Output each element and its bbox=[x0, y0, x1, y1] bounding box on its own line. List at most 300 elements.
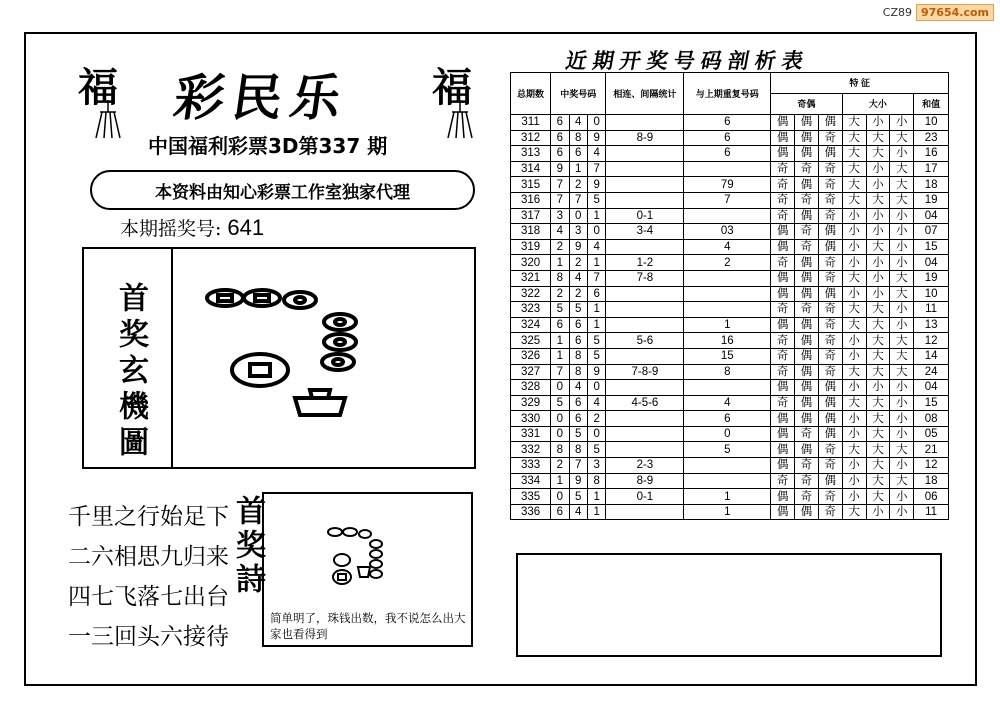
size-cell: 大 bbox=[866, 130, 890, 146]
size-cell: 大 bbox=[866, 192, 890, 208]
oddeven-cell: 偶 bbox=[794, 411, 818, 427]
oddeven-cell: 偶 bbox=[794, 146, 818, 162]
size-cell: 大 bbox=[866, 333, 890, 349]
repeat-cell: 1 bbox=[684, 504, 771, 520]
size-cell: 小 bbox=[890, 239, 914, 255]
size-cell: 小 bbox=[842, 286, 866, 302]
size-cell: 小 bbox=[890, 458, 914, 474]
adjacent-cell bbox=[606, 411, 684, 427]
repeat-cell: 2 bbox=[684, 255, 771, 271]
size-cell: 小 bbox=[890, 224, 914, 240]
fu-left: 福 bbox=[78, 64, 118, 111]
size-cell: 大 bbox=[866, 426, 890, 442]
size-cell: 大 bbox=[842, 161, 866, 177]
poem-line: 四七飞落七出台 bbox=[68, 583, 229, 609]
digit-cell: 1 bbox=[587, 302, 605, 318]
size-cell: 大 bbox=[866, 239, 890, 255]
adjacent-cell: 1-2 bbox=[606, 255, 684, 271]
history-table-body bbox=[511, 115, 949, 520]
adjacent-cell bbox=[606, 380, 684, 396]
digit-cell: 3 bbox=[551, 208, 569, 224]
size-cell: 小 bbox=[890, 489, 914, 505]
oddeven-cell: 奇 bbox=[794, 426, 818, 442]
size-cell: 大 bbox=[866, 364, 890, 380]
watermark-site[interactable]: 97654.com bbox=[916, 4, 994, 21]
small-coin-illustration bbox=[320, 522, 390, 602]
table-row bbox=[511, 239, 949, 255]
size-cell: 大 bbox=[866, 458, 890, 474]
digit-cell: 6 bbox=[551, 115, 569, 131]
repeat-cell bbox=[684, 458, 771, 474]
table-row bbox=[511, 130, 949, 146]
size-cell: 大 bbox=[890, 192, 914, 208]
table-row bbox=[511, 426, 949, 442]
oddeven-cell: 偶 bbox=[771, 130, 795, 146]
size-cell: 大 bbox=[842, 302, 866, 318]
digit-cell: 6 bbox=[569, 411, 587, 427]
oddeven-cell: 奇 bbox=[818, 255, 842, 271]
adjacent-cell bbox=[606, 286, 684, 302]
repeat-cell: 0 bbox=[684, 426, 771, 442]
issue-cell: 311 bbox=[511, 115, 551, 131]
oddeven-cell: 偶 bbox=[771, 442, 795, 458]
size-cell: 小 bbox=[890, 115, 914, 131]
sum-cell: 08 bbox=[914, 411, 949, 427]
poem-note: 简单明了，珠钱出数，我不说怎么出大家也看得到 bbox=[270, 611, 466, 641]
sum-cell: 10 bbox=[914, 286, 949, 302]
adjacent-cell bbox=[606, 317, 684, 333]
table-row bbox=[511, 224, 949, 240]
adjacent-cell: 8-9 bbox=[606, 130, 684, 146]
adjacent-cell: 7-8 bbox=[606, 270, 684, 286]
digit-cell: 2 bbox=[569, 286, 587, 302]
table-row bbox=[511, 489, 949, 505]
size-cell: 大 bbox=[842, 115, 866, 131]
sum-cell: 18 bbox=[914, 177, 949, 193]
repeat-cell: 6 bbox=[684, 115, 771, 131]
size-cell: 大 bbox=[866, 348, 890, 364]
digit-cell: 1 bbox=[587, 504, 605, 520]
draw-number-line bbox=[120, 214, 264, 241]
header-oddeven: 奇偶 bbox=[771, 94, 843, 115]
adjacent-cell bbox=[606, 348, 684, 364]
digit-cell: 5 bbox=[587, 442, 605, 458]
digit-cell: 0 bbox=[587, 115, 605, 131]
digit-cell: 6 bbox=[569, 333, 587, 349]
watermark bbox=[883, 4, 994, 21]
oddeven-cell: 奇 bbox=[794, 489, 818, 505]
repeat-cell: 1 bbox=[684, 317, 771, 333]
size-cell: 小 bbox=[866, 161, 890, 177]
digit-cell: 8 bbox=[587, 473, 605, 489]
oddeven-cell: 奇 bbox=[771, 348, 795, 364]
oddeven-cell: 偶 bbox=[818, 426, 842, 442]
digit-cell: 1 bbox=[551, 348, 569, 364]
issue-cell: 334 bbox=[511, 473, 551, 489]
table-row bbox=[511, 395, 949, 411]
size-cell: 小 bbox=[842, 426, 866, 442]
sum-cell: 11 bbox=[914, 504, 949, 520]
oddeven-cell: 奇 bbox=[818, 161, 842, 177]
table-row bbox=[511, 458, 949, 474]
size-cell: 大 bbox=[890, 348, 914, 364]
digit-cell: 0 bbox=[587, 426, 605, 442]
issue-cell: 324 bbox=[511, 317, 551, 333]
sum-cell: 07 bbox=[914, 224, 949, 240]
size-cell: 大 bbox=[842, 364, 866, 380]
oddeven-cell: 奇 bbox=[818, 504, 842, 520]
adjacent-cell bbox=[606, 177, 684, 193]
repeat-cell: 6 bbox=[684, 130, 771, 146]
size-cell: 小 bbox=[842, 333, 866, 349]
adjacent-cell: 3-4 bbox=[606, 224, 684, 240]
issue-cell: 312 bbox=[511, 130, 551, 146]
digit-cell: 8 bbox=[551, 270, 569, 286]
issue-cell: 322 bbox=[511, 286, 551, 302]
adjacent-cell bbox=[606, 161, 684, 177]
digit-cell: 5 bbox=[587, 192, 605, 208]
digit-cell: 1 bbox=[551, 255, 569, 271]
digit-cell: 1 bbox=[587, 255, 605, 271]
oddeven-cell: 偶 bbox=[771, 458, 795, 474]
header-issue: 总期数 bbox=[511, 73, 551, 115]
digit-cell: 6 bbox=[551, 130, 569, 146]
size-cell: 大 bbox=[866, 317, 890, 333]
sum-cell: 06 bbox=[914, 489, 949, 505]
adjacent-cell: 0-1 bbox=[606, 489, 684, 505]
oddeven-cell: 偶 bbox=[794, 395, 818, 411]
digit-cell: 1 bbox=[551, 473, 569, 489]
oddeven-cell: 偶 bbox=[771, 426, 795, 442]
lantern-tassel-icon bbox=[440, 100, 480, 140]
oddeven-cell: 偶 bbox=[818, 411, 842, 427]
size-cell: 小 bbox=[842, 380, 866, 396]
oddeven-cell: 奇 bbox=[794, 192, 818, 208]
digit-cell: 4 bbox=[569, 380, 587, 396]
repeat-cell bbox=[684, 380, 771, 396]
size-cell: 大 bbox=[866, 302, 890, 318]
adjacent-cell bbox=[606, 115, 684, 131]
header-repeat: 与上期重复号码 bbox=[684, 73, 771, 115]
size-cell: 小 bbox=[866, 224, 890, 240]
table-row bbox=[511, 286, 949, 302]
sum-cell: 17 bbox=[914, 161, 949, 177]
digit-cell: 1 bbox=[587, 208, 605, 224]
sum-cell: 04 bbox=[914, 208, 949, 224]
digit-cell: 4 bbox=[587, 239, 605, 255]
table-row bbox=[511, 208, 949, 224]
sum-cell: 13 bbox=[914, 317, 949, 333]
issue-cell: 320 bbox=[511, 255, 551, 271]
issue-cell: 336 bbox=[511, 504, 551, 520]
oddeven-cell: 偶 bbox=[818, 473, 842, 489]
oddeven-cell: 奇 bbox=[771, 192, 795, 208]
size-cell: 大 bbox=[890, 286, 914, 302]
header-feature: 特 征 bbox=[771, 73, 949, 94]
sum-cell: 12 bbox=[914, 333, 949, 349]
adjacent-cell: 5-6 bbox=[606, 333, 684, 349]
digit-cell: 2 bbox=[587, 411, 605, 427]
oddeven-cell: 偶 bbox=[818, 395, 842, 411]
oddeven-cell: 奇 bbox=[794, 161, 818, 177]
digit-cell: 6 bbox=[569, 317, 587, 333]
oddeven-cell: 偶 bbox=[794, 364, 818, 380]
digit-cell: 7 bbox=[569, 192, 587, 208]
digit-cell: 0 bbox=[551, 380, 569, 396]
oddeven-cell: 奇 bbox=[818, 192, 842, 208]
repeat-cell bbox=[684, 286, 771, 302]
size-cell: 大 bbox=[890, 130, 914, 146]
issue-cell: 331 bbox=[511, 426, 551, 442]
oddeven-cell: 偶 bbox=[794, 317, 818, 333]
oddeven-cell: 奇 bbox=[771, 395, 795, 411]
oddeven-cell: 奇 bbox=[818, 130, 842, 146]
table-row bbox=[511, 333, 949, 349]
poem-line: 千里之行始足下 bbox=[68, 503, 229, 529]
size-cell: 小 bbox=[890, 504, 914, 520]
size-cell: 大 bbox=[842, 130, 866, 146]
blank-notes-box bbox=[516, 553, 942, 657]
oddeven-cell: 奇 bbox=[818, 458, 842, 474]
chart-divider bbox=[171, 247, 173, 469]
sum-cell: 11 bbox=[914, 302, 949, 318]
issue-cell: 326 bbox=[511, 348, 551, 364]
digit-cell: 2 bbox=[551, 286, 569, 302]
page-subtitle: 中国福利彩票3D第337 期 bbox=[148, 134, 388, 158]
oddeven-cell: 偶 bbox=[771, 504, 795, 520]
digit-cell: 0 bbox=[551, 426, 569, 442]
size-cell: 小 bbox=[866, 380, 890, 396]
size-cell: 小 bbox=[866, 270, 890, 286]
oddeven-cell: 偶 bbox=[818, 115, 842, 131]
oddeven-cell: 奇 bbox=[771, 255, 795, 271]
size-cell: 大 bbox=[842, 177, 866, 193]
size-cell: 大 bbox=[890, 364, 914, 380]
oddeven-cell: 偶 bbox=[771, 317, 795, 333]
header-number: 中奖号码 bbox=[551, 73, 606, 115]
oddeven-cell: 奇 bbox=[818, 302, 842, 318]
size-cell: 小 bbox=[890, 395, 914, 411]
size-cell: 小 bbox=[866, 115, 890, 131]
oddeven-cell: 奇 bbox=[771, 177, 795, 193]
digit-cell: 4 bbox=[587, 146, 605, 162]
repeat-cell: 6 bbox=[684, 146, 771, 162]
digit-cell: 1 bbox=[587, 317, 605, 333]
table-row bbox=[511, 504, 949, 520]
size-cell: 小 bbox=[866, 504, 890, 520]
repeat-cell bbox=[684, 270, 771, 286]
oddeven-cell: 奇 bbox=[794, 302, 818, 318]
header-sum: 和值 bbox=[914, 94, 949, 115]
oddeven-cell: 偶 bbox=[794, 130, 818, 146]
size-cell: 小 bbox=[890, 380, 914, 396]
digit-cell: 7 bbox=[551, 177, 569, 193]
size-cell: 大 bbox=[842, 270, 866, 286]
sum-cell: 04 bbox=[914, 255, 949, 271]
digit-cell: 4 bbox=[569, 270, 587, 286]
oddeven-cell: 偶 bbox=[794, 442, 818, 458]
digit-cell: 5 bbox=[587, 333, 605, 349]
repeat-cell: 5 bbox=[684, 442, 771, 458]
oddeven-cell: 偶 bbox=[794, 286, 818, 302]
size-cell: 大 bbox=[890, 177, 914, 193]
sum-cell: 16 bbox=[914, 146, 949, 162]
oddeven-cell: 偶 bbox=[794, 115, 818, 131]
oddeven-cell: 偶 bbox=[794, 380, 818, 396]
size-cell: 大 bbox=[842, 317, 866, 333]
history-table bbox=[510, 72, 949, 520]
oddeven-cell: 偶 bbox=[771, 286, 795, 302]
table-row bbox=[511, 364, 949, 380]
repeat-cell bbox=[684, 473, 771, 489]
oddeven-cell: 偶 bbox=[818, 146, 842, 162]
digit-cell: 7 bbox=[551, 192, 569, 208]
digit-cell: 2 bbox=[551, 458, 569, 474]
poem-title: 首奖詩 bbox=[230, 495, 265, 597]
oddeven-cell: 奇 bbox=[818, 270, 842, 286]
oddeven-cell: 偶 bbox=[818, 224, 842, 240]
notice-banner bbox=[90, 170, 475, 210]
size-cell: 小 bbox=[842, 473, 866, 489]
digit-cell: 7 bbox=[587, 161, 605, 177]
size-cell: 大 bbox=[866, 473, 890, 489]
oddeven-cell: 奇 bbox=[818, 177, 842, 193]
digit-cell: 9 bbox=[587, 130, 605, 146]
repeat-cell bbox=[684, 302, 771, 318]
table-row bbox=[511, 161, 949, 177]
issue-cell: 327 bbox=[511, 364, 551, 380]
oddeven-cell: 偶 bbox=[818, 239, 842, 255]
size-cell: 大 bbox=[890, 442, 914, 458]
adjacent-cell bbox=[606, 426, 684, 442]
digit-cell: 9 bbox=[587, 364, 605, 380]
repeat-cell: 8 bbox=[684, 364, 771, 380]
issue-cell: 325 bbox=[511, 333, 551, 349]
size-cell: 大 bbox=[842, 192, 866, 208]
table-title: 近期开奖号码剖析表 bbox=[563, 48, 812, 73]
sum-cell: 04 bbox=[914, 380, 949, 396]
sum-cell: 15 bbox=[914, 239, 949, 255]
page-title: 彩民乐 bbox=[170, 68, 353, 127]
table-row bbox=[511, 442, 949, 458]
oddeven-cell: 奇 bbox=[818, 333, 842, 349]
fu-right: 福 bbox=[432, 64, 472, 111]
size-cell: 小 bbox=[842, 208, 866, 224]
table-row bbox=[511, 192, 949, 208]
oddeven-cell: 奇 bbox=[771, 161, 795, 177]
digit-cell: 7 bbox=[587, 270, 605, 286]
digit-cell: 3 bbox=[569, 224, 587, 240]
chart-title: 首奖玄機圖 bbox=[113, 282, 148, 462]
digit-cell: 6 bbox=[587, 286, 605, 302]
digit-cell: 3 bbox=[587, 458, 605, 474]
oddeven-cell: 奇 bbox=[818, 442, 842, 458]
issue-cell: 329 bbox=[511, 395, 551, 411]
digit-cell: 5 bbox=[551, 395, 569, 411]
digit-cell: 1 bbox=[569, 161, 587, 177]
repeat-cell: 16 bbox=[684, 333, 771, 349]
poem-line: 二六相思九归来 bbox=[68, 543, 229, 569]
digit-cell: 0 bbox=[587, 380, 605, 396]
oddeven-cell: 偶 bbox=[818, 380, 842, 396]
oddeven-cell: 奇 bbox=[818, 364, 842, 380]
oddeven-cell: 偶 bbox=[771, 380, 795, 396]
issue-cell: 314 bbox=[511, 161, 551, 177]
issue-cell: 323 bbox=[511, 302, 551, 318]
issue-cell: 328 bbox=[511, 380, 551, 396]
digit-cell: 8 bbox=[569, 348, 587, 364]
digit-cell: 1 bbox=[587, 489, 605, 505]
sum-cell: 15 bbox=[914, 395, 949, 411]
size-cell: 小 bbox=[866, 177, 890, 193]
digit-cell: 4 bbox=[587, 395, 605, 411]
adjacent-cell bbox=[606, 192, 684, 208]
size-cell: 小 bbox=[890, 411, 914, 427]
size-cell: 小 bbox=[842, 255, 866, 271]
repeat-cell: 15 bbox=[684, 348, 771, 364]
sum-cell: 10 bbox=[914, 115, 949, 131]
digit-cell: 0 bbox=[551, 489, 569, 505]
adjacent-cell: 7-8-9 bbox=[606, 364, 684, 380]
issue-cell: 316 bbox=[511, 192, 551, 208]
issue-cell: 319 bbox=[511, 239, 551, 255]
size-cell: 大 bbox=[866, 411, 890, 427]
digit-cell: 8 bbox=[569, 442, 587, 458]
size-cell: 小 bbox=[842, 348, 866, 364]
oddeven-cell: 奇 bbox=[794, 239, 818, 255]
oddeven-cell: 偶 bbox=[794, 208, 818, 224]
oddeven-cell: 奇 bbox=[818, 489, 842, 505]
size-cell: 大 bbox=[842, 395, 866, 411]
size-cell: 小 bbox=[842, 411, 866, 427]
draw-label: 本期摇奖号: bbox=[120, 218, 222, 240]
table-row bbox=[511, 473, 949, 489]
notice-text: 本资料由知心彩票工作室独家代理 bbox=[155, 182, 410, 203]
adjacent-cell bbox=[606, 504, 684, 520]
adjacent-cell: 8-9 bbox=[606, 473, 684, 489]
digit-cell: 5 bbox=[569, 489, 587, 505]
size-cell: 大 bbox=[890, 270, 914, 286]
prize-poem bbox=[68, 496, 229, 656]
digit-cell: 8 bbox=[551, 442, 569, 458]
oddeven-cell: 奇 bbox=[771, 364, 795, 380]
table-row bbox=[511, 115, 949, 131]
repeat-cell: 4 bbox=[684, 395, 771, 411]
size-cell: 小 bbox=[890, 146, 914, 162]
size-cell: 小 bbox=[842, 239, 866, 255]
sum-cell: 05 bbox=[914, 426, 949, 442]
digit-cell: 0 bbox=[569, 208, 587, 224]
digit-cell: 8 bbox=[569, 130, 587, 146]
size-cell: 大 bbox=[890, 473, 914, 489]
coin-puzzle-illustration bbox=[190, 280, 370, 430]
digit-cell: 9 bbox=[551, 161, 569, 177]
oddeven-cell: 奇 bbox=[771, 473, 795, 489]
table-row bbox=[511, 270, 949, 286]
oddeven-cell: 偶 bbox=[794, 333, 818, 349]
issue-cell: 330 bbox=[511, 411, 551, 427]
digit-cell: 2 bbox=[569, 177, 587, 193]
issue-cell: 317 bbox=[511, 208, 551, 224]
oddeven-cell: 偶 bbox=[771, 115, 795, 131]
digit-cell: 6 bbox=[569, 395, 587, 411]
table-row bbox=[511, 348, 949, 364]
header-adjacent: 相连、间隔统计 bbox=[606, 73, 684, 115]
header-size: 大小 bbox=[842, 94, 914, 115]
adjacent-cell: 4-5-6 bbox=[606, 395, 684, 411]
adjacent-cell: 2-3 bbox=[606, 458, 684, 474]
sum-cell: 21 bbox=[914, 442, 949, 458]
